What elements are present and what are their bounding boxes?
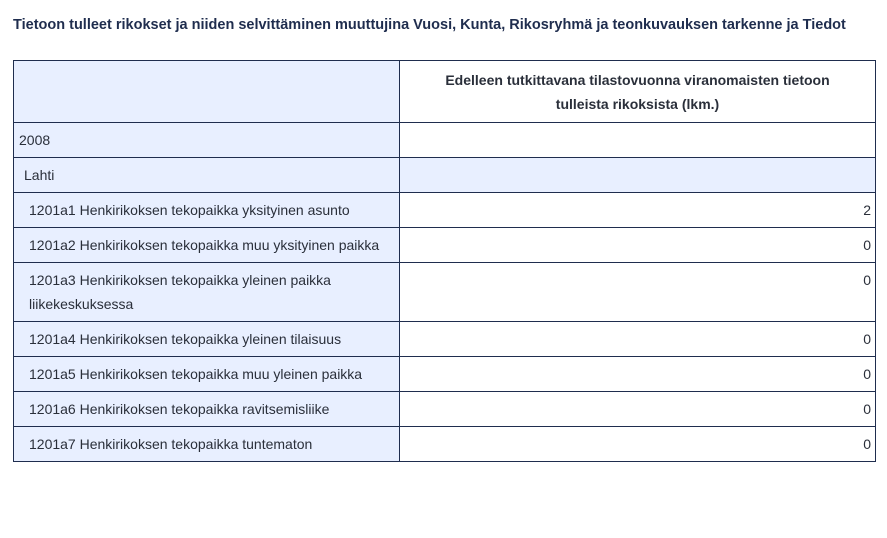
table-row (14, 263, 876, 322)
municipality-header[interactable]: Lahti (14, 158, 400, 193)
row-header[interactable]: 1201a3 Henkirikoksen tekopaikka yleinen paikka liikekeskuksessa (14, 263, 400, 322)
row-value: 0 (400, 263, 876, 322)
table-row (14, 427, 876, 462)
header-row (14, 61, 876, 123)
row-value: 0 (400, 322, 876, 357)
row-value: 0 (400, 392, 876, 427)
row-value: 2 (400, 193, 876, 228)
row-value: 0 (400, 228, 876, 263)
row-value: 0 (400, 357, 876, 392)
table-row (14, 193, 876, 228)
table-row (14, 322, 876, 357)
year-value-cell (400, 123, 876, 158)
column-header[interactable]: Edelleen tutkittavana tilastovuonna viranomaisten tietoon tulleista rikoksista (lkm.) (400, 61, 876, 123)
corner-cell (14, 61, 400, 123)
table-row (14, 357, 876, 392)
row-value: 0 (400, 427, 876, 462)
year-header[interactable]: 2008 (14, 123, 400, 158)
row-header[interactable]: 1201a7 Henkirikoksen tekopaikka tuntematon (14, 427, 400, 462)
table-row (14, 392, 876, 427)
year-row (14, 123, 876, 158)
municipality-row (14, 158, 876, 193)
row-header[interactable]: 1201a2 Henkirikoksen tekopaikka muu yksityinen paikka (14, 228, 400, 263)
municipality-value-cell (400, 158, 876, 193)
data-table (13, 60, 876, 462)
row-header[interactable]: 1201a6 Henkirikoksen tekopaikka ravitsemisliike (14, 392, 400, 427)
table-row (14, 228, 876, 263)
row-header[interactable]: 1201a1 Henkirikoksen tekopaikka yksityinen asunto (14, 193, 400, 228)
page-title: Tietoon tulleet rikokset ja niiden selvittäminen muuttujina Vuosi, Kunta, Rikosryhmä ja teonkuvauksen tarkenne ja Tiedot (13, 17, 846, 33)
row-header[interactable]: 1201a5 Henkirikoksen tekopaikka muu yleinen paikka (14, 357, 400, 392)
row-header[interactable]: 1201a4 Henkirikoksen tekopaikka yleinen tilaisuus (14, 322, 400, 357)
